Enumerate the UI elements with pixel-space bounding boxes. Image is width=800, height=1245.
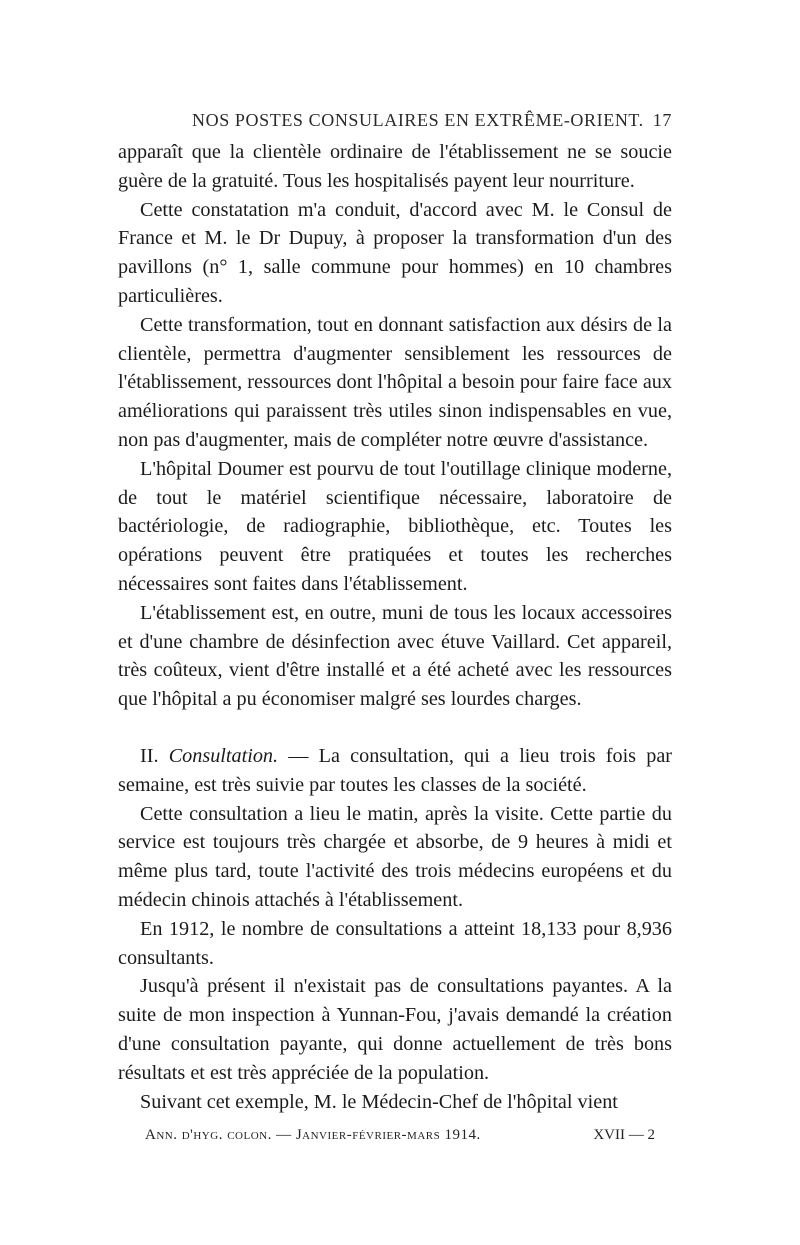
section-title: Consultation. bbox=[168, 744, 279, 767]
footer-journal: Ann. d'hyg. colon. — Janvier-février-mars 1914. bbox=[145, 1127, 481, 1143]
paragraph-7: En 1912, le nombre de consultations a atteint 18,133 pour 8,936 consultants. bbox=[118, 917, 672, 969]
section-consultation bbox=[118, 742, 672, 800]
paragraph-9: Suivant cet exemple, M. le Médecin-Chef de l'hôpital vient bbox=[140, 1090, 618, 1113]
section-number: II. bbox=[140, 744, 159, 767]
footer-signature: XVII — 2 bbox=[593, 1127, 655, 1143]
body-text bbox=[118, 138, 672, 1116]
section-intro-text: — La consultation, qui a lieu trois fois par semaine, est très suivie par toutes les classes de la société. bbox=[118, 744, 673, 796]
paragraph-1: apparaît que la clientèle ordinaire de l'établissement ne se soucie guère de la gratuité. Tous les hospitalisés payent leur nourriture. bbox=[118, 141, 672, 192]
paragraph-5: L'établissement est, en outre, muni de tous les locaux accessoires et d'une chambre de désinfection avec étuve Vaillard. Cet appareil, très coûteux, vient d'être installé et a été acheté avec les ressources que l'hôpital a pu économiser malgré ses lourdes charges. bbox=[118, 601, 672, 711]
running-header bbox=[118, 108, 672, 138]
page-number: 17 bbox=[652, 110, 672, 130]
paragraph-6: Cette consultation a lieu le matin, après la visite. Cette partie du service est toujours très chargée et absorbe, de 9 heures à midi et même plus tard, toute l'activité des trois médecins européens et du médecin chinois attachés à l'établissement. bbox=[118, 802, 672, 911]
paragraph-4: L'hôpital Doumer est pourvu de tout l'outillage clinique moderne, de tout le matériel scientifique nécessaire, laboratoire de bactériologie, de radiographie, bibliothèque, etc. Toutes les opérations peuvent être pratiquées et toutes les recherches nécessaires sont faites dans l'établissement. bbox=[118, 457, 672, 595]
page-footer bbox=[145, 1127, 655, 1144]
paragraph-3: Cette transformation, tout en donnant satisfaction aux désirs de la clientèle, permettra d'augmenter sensiblement les ressources de l'établissement, ressources dont l'hôpital a besoin pour faire face aux améliorations qui paraissent très utiles sinon indispensables en vue, non pas d'augmenter, mais de compléter notre œuvre d'assistance. bbox=[118, 313, 672, 451]
paragraph-2: Cette constatation m'a conduit, d'accord avec M. le Consul de France et M. le Dr Dupuy, à proposer la transformation d'un des pavillons (n° 1, salle commune pour hommes) en 10 chambres particulières. bbox=[118, 198, 672, 307]
paragraph-8: Jusqu'à présent il n'existait pas de consultations payantes. A la suite de mon inspection à Yunnan-Fou, j'avais demandé la création d'une consultation payante, qui donne actuellement de très bons résultats et est très appréciée de la population. bbox=[118, 975, 672, 1084]
page-content bbox=[118, 108, 672, 1116]
running-title: NOS POSTES CONSULAIRES EN EXTRÊME-ORIENT. bbox=[192, 110, 644, 130]
